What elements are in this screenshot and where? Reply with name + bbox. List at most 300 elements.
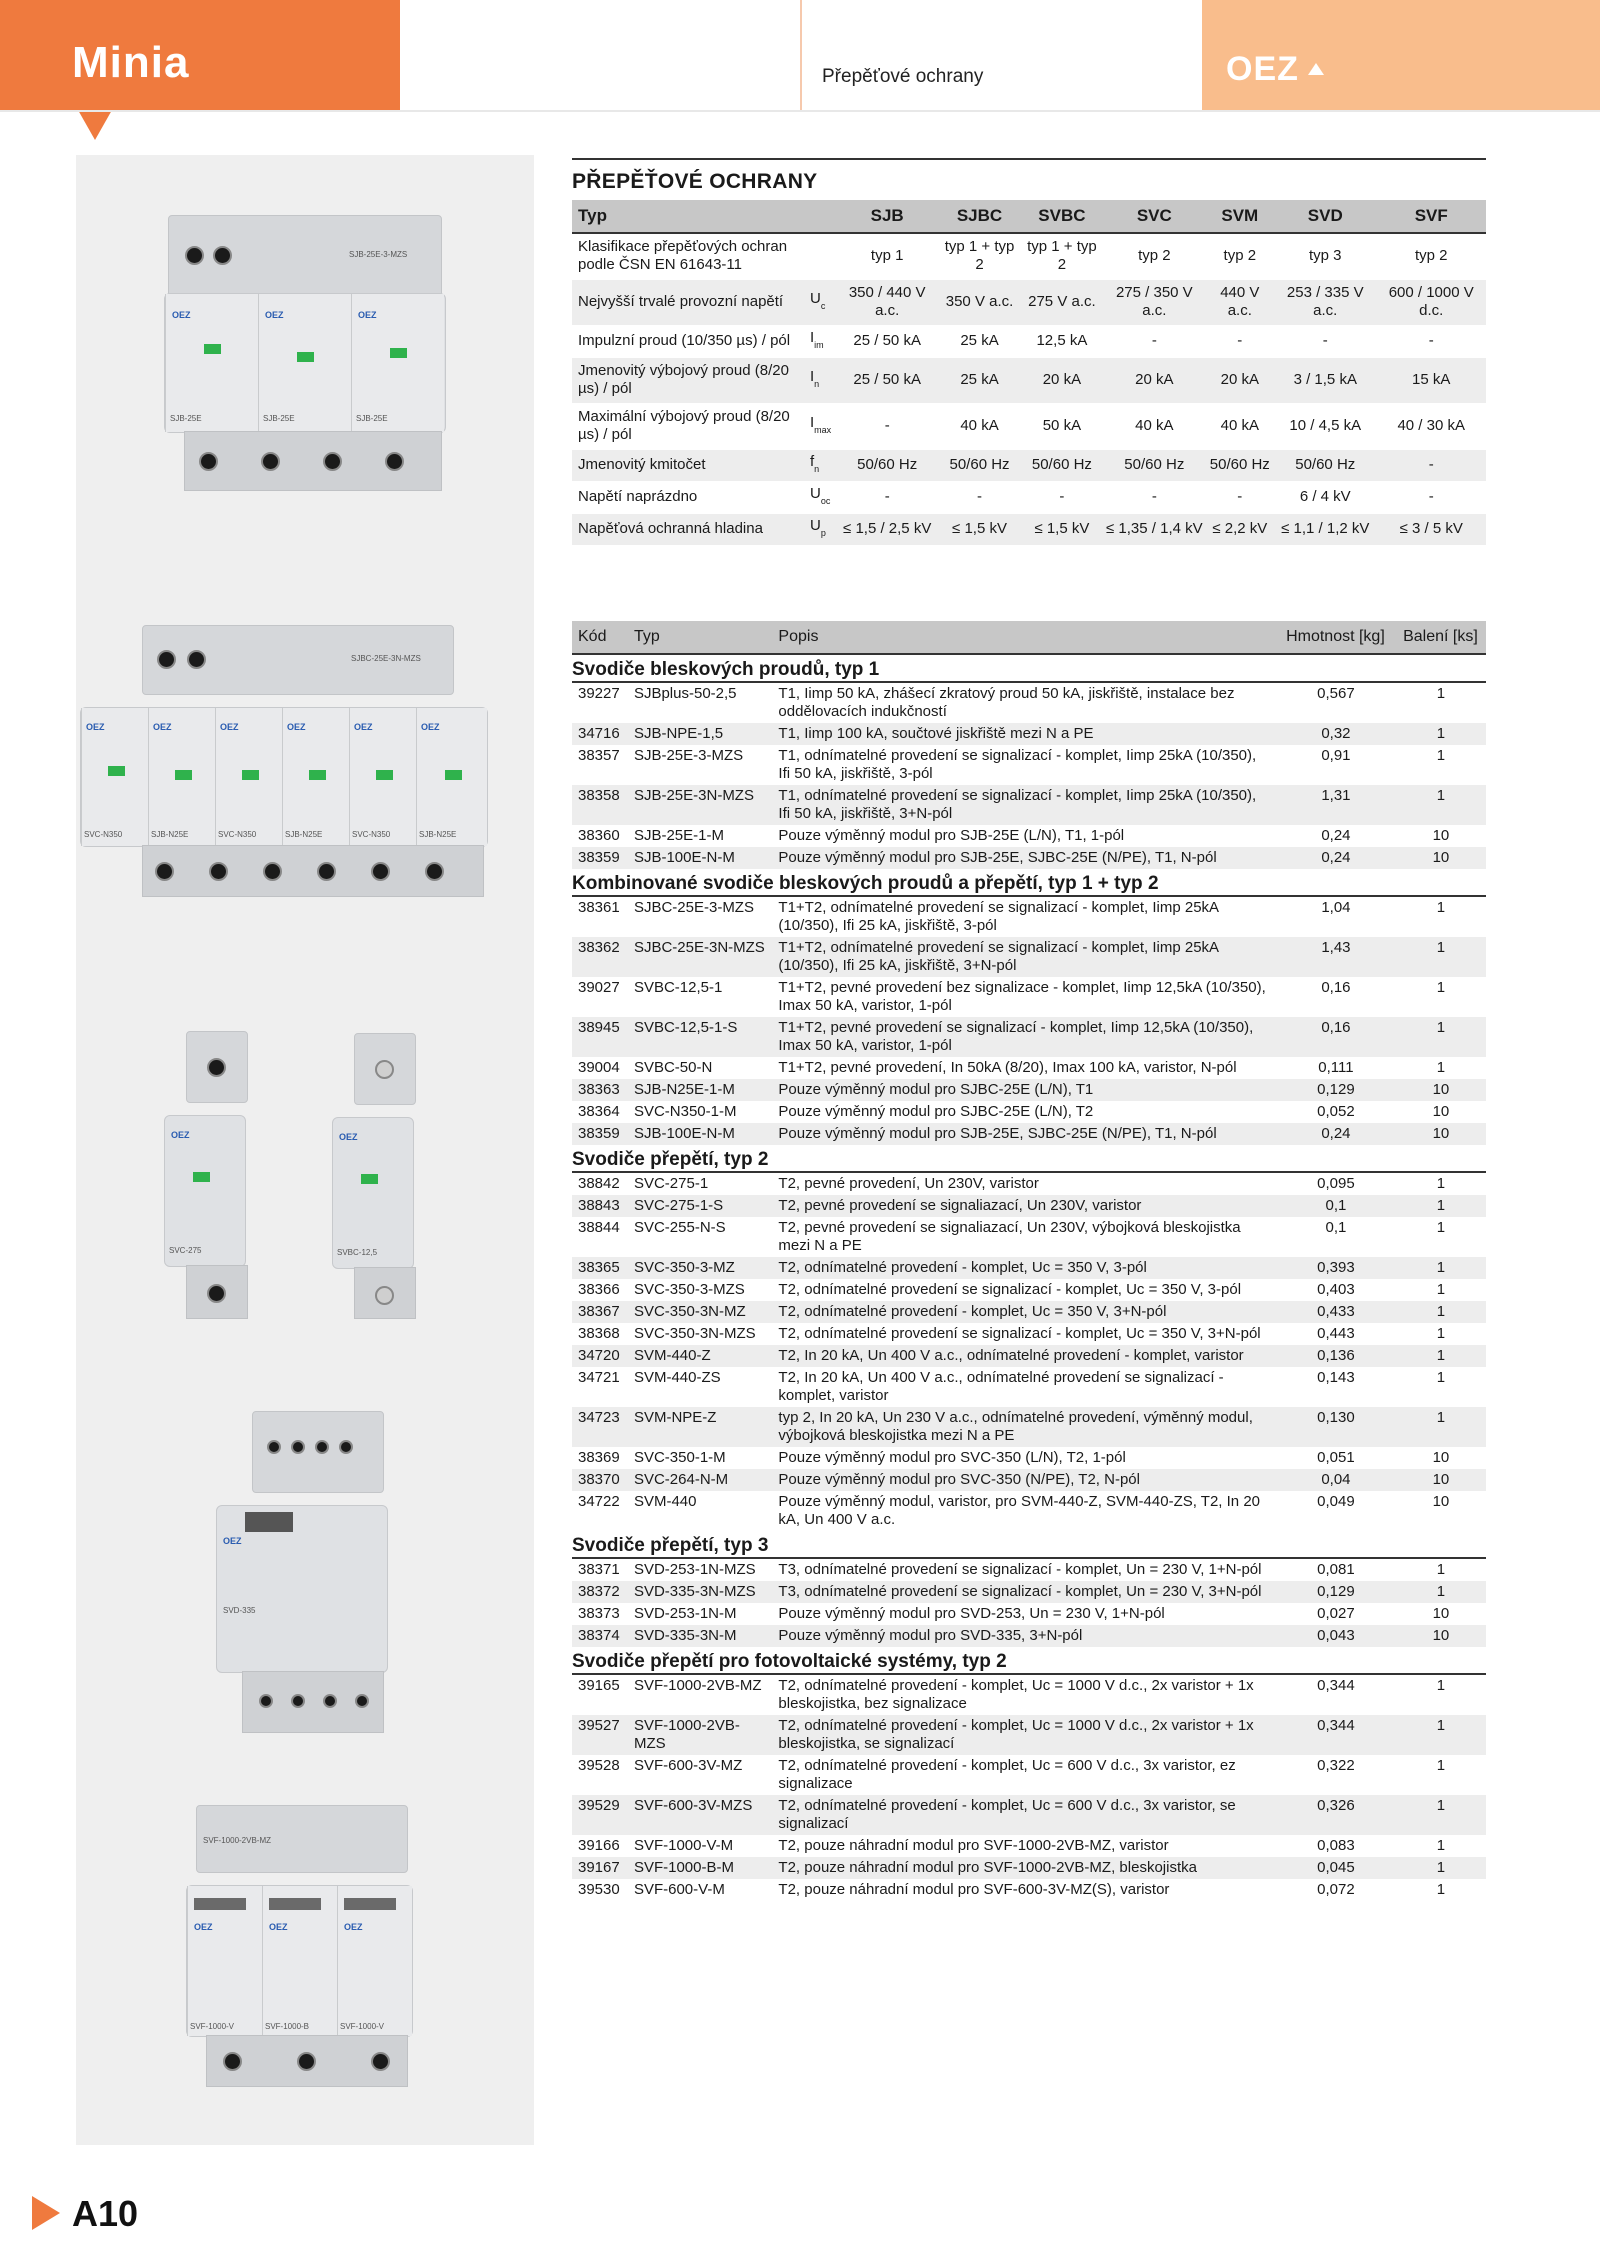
product-row — [572, 1279, 1486, 1301]
product-code: 38363 — [572, 1079, 628, 1101]
status-indicator-icon — [175, 770, 192, 780]
product-weight: 0,072 — [1317, 1881, 1355, 1898]
product-type: SVC-350-3N-MZ — [628, 1301, 772, 1323]
product-row — [572, 1057, 1486, 1079]
product-description: T2, In 20 kA, Un 400 V a.c., odnímatelné provedení - komplet, varistor — [772, 1345, 1276, 1367]
product-description: Pouze výměnný modul pro SVD-253, Un = 230 V, 1+N-pól — [778, 1605, 1165, 1622]
spec-header-cell: SVBC — [1021, 200, 1103, 233]
product-description: T2, pevné provedení se signaliazací, Un 230V, výbojková bleskojistka mezi N a PE — [778, 1219, 1241, 1254]
spec-symbol: U — [810, 289, 821, 307]
spec-header-row — [572, 200, 1486, 233]
product-package: 10 — [1432, 1493, 1450, 1510]
spec-value-cell: - — [836, 403, 938, 449]
product-code: 38365 — [572, 1257, 628, 1279]
terminal-screw-icon — [259, 1694, 273, 1708]
product-description: T1+T2, pevné provedení se signalizací - komplet, Iimp 12,5kA (10/350), Imax 50 kA, varistor, 1-pól — [772, 1017, 1276, 1057]
product-type: SVBC-12,5-1 — [633, 979, 723, 996]
product-row — [572, 1558, 1486, 1581]
product-description: Pouze výměnný modul, varistor, pro SVM-440-Z, SVM-440-ZS, T2, In 20 kA, Un 400 V a.c. — [778, 1493, 1261, 1528]
spec-value-cell: - — [1206, 481, 1275, 513]
product-weight: 0,24 — [1276, 847, 1396, 869]
module-label: SVBC-12,5 — [337, 1248, 378, 1257]
spec-symbol-subscript: im — [814, 339, 824, 350]
product-type: SVF-600-V-M — [633, 1881, 725, 1898]
product-row — [572, 723, 1486, 745]
product-package: 1 — [1436, 1325, 1446, 1342]
device-top-label: SVF-1000-2VB-MZ — [203, 1836, 272, 1845]
product-code: 38842 — [578, 1175, 620, 1192]
product-description: T2, odnímatelné provedení - komplet, Uc = 600 V d.c., 3x varistor, ez signalizace — [778, 1757, 1236, 1792]
product-description: T1+T2, pevné provedení, In 50kA (8/20), Imax 100 kA, varistor, N-pól — [778, 1059, 1237, 1076]
list-header-code: Kód — [572, 621, 628, 654]
product-description: T1, odnímatelné provedení se signalizací - komplet, Iimp 25kA (10/350), Ifi 50 kA, jiskřiště, 3+N-pól — [772, 785, 1276, 825]
spec-header-cell: SJB — [836, 200, 938, 233]
oez-module-logo: OEZ — [153, 722, 172, 732]
product-weight: 0,027 — [1317, 1605, 1355, 1622]
spec-header-cell: SVC — [1103, 200, 1205, 233]
spec-value-cell: - — [1376, 325, 1486, 357]
product-description: T1+T2, odnímatelné provedení se signalizací - komplet, Iimp 25kA (10/350), Ifi 25 kA, jiskřiště, 3+N-pól — [772, 937, 1276, 977]
spec-value-cell: 20 kA — [1103, 357, 1205, 403]
product-package: 1 — [1436, 1677, 1446, 1694]
status-indicator-icon — [390, 348, 407, 358]
product-weight: 0,081 — [1317, 1561, 1355, 1578]
terminal-screw-icon — [157, 650, 176, 669]
spec-header-typ: Typ — [572, 200, 836, 233]
device-body — [332, 1117, 414, 1269]
device-module — [282, 708, 349, 846]
spec-symbol: U — [810, 516, 821, 534]
module-label: SVD-335 — [223, 1606, 256, 1615]
spec-value-cell: typ 2 — [1206, 233, 1275, 279]
terminal-screw-icon — [317, 862, 336, 881]
product-row — [572, 896, 1486, 937]
product-type: SVC-264-N-M — [628, 1469, 772, 1491]
product-weight: 1,31 — [1276, 785, 1396, 825]
product-type: SVF-1000-2VB-MZ — [633, 1677, 762, 1694]
spec-value-cell: 50 kA — [1021, 403, 1103, 449]
spec-value-cell: 50/60 Hz — [1274, 449, 1376, 481]
list-header-description: Popis — [772, 621, 1276, 654]
spec-row — [572, 481, 1486, 513]
product-package: 1 — [1396, 1857, 1486, 1879]
device-top-label: SJB-25E-3-MZS — [349, 250, 408, 259]
product-package: 1 — [1436, 1281, 1446, 1298]
product-code: 38362 — [572, 937, 628, 977]
product-type: SJB-100E-N-M — [628, 1123, 772, 1145]
terminal-screw-icon — [267, 1440, 281, 1454]
device-top-label: SJBC-25E-3N-MZS — [351, 654, 421, 663]
product-type: SVM-NPE-Z — [628, 1407, 772, 1447]
spec-row — [572, 279, 1486, 325]
product-row — [572, 1603, 1486, 1625]
device-top-block — [186, 1031, 248, 1103]
product-list-table — [572, 621, 1486, 1901]
product-type: SJB-25E-3N-MZS — [628, 785, 772, 825]
product-type: SVD-335-3N-MZS — [628, 1581, 772, 1603]
product-code: 34723 — [572, 1407, 628, 1447]
product-weight: 0,1 — [1276, 1195, 1396, 1217]
spec-row-label: Jmenovitý kmitočet — [572, 449, 808, 481]
terminal-screw-icon — [291, 1440, 305, 1454]
terminal-screw-icon — [315, 1440, 329, 1454]
device-module — [416, 708, 487, 846]
product-package: 1 — [1396, 1715, 1486, 1755]
terminal-screw-icon — [375, 1286, 394, 1305]
product-row — [572, 1172, 1486, 1195]
status-indicator-icon — [204, 344, 221, 354]
product-package: 1 — [1436, 1881, 1446, 1898]
oez-module-logo: OEZ — [287, 722, 306, 732]
device-module — [165, 294, 258, 432]
brand-arrow-icon — [78, 110, 112, 140]
product-description: T2, odnímatelné provedení - komplet, Uc = 350 V, 3+N-pól — [772, 1301, 1276, 1323]
status-indicator-icon — [376, 770, 393, 780]
module-label: SVC-N350 — [218, 830, 257, 839]
product-weight: 0,129 — [1276, 1079, 1396, 1101]
product-type: SJB-NPE-1,5 — [628, 723, 772, 745]
device-top-block — [142, 625, 454, 695]
product-row — [572, 1674, 1486, 1715]
status-window — [269, 1898, 321, 1910]
status-window — [245, 1512, 293, 1532]
product-weight: 0,136 — [1276, 1345, 1396, 1367]
spec-value-cell: 12,5 kA — [1021, 325, 1103, 357]
terminal-screw-icon — [375, 1060, 394, 1079]
device-module — [262, 1886, 337, 2036]
product-row — [572, 1755, 1486, 1795]
product-description: T2, odnímatelné provedení se signalizací - komplet, Uc = 350 V, 3+N-pól — [778, 1325, 1261, 1342]
terminal-screw-icon — [385, 452, 404, 471]
product-row — [572, 1345, 1486, 1367]
product-package: 1 — [1436, 899, 1446, 916]
spec-value-cell: 25 / 50 kA — [836, 325, 938, 357]
product-weight: 0,322 — [1317, 1757, 1355, 1774]
product-code: 38371 — [578, 1561, 620, 1578]
product-weight: 0,443 — [1317, 1325, 1355, 1342]
list-header-weight: Hmotnost [kg] — [1276, 621, 1396, 654]
product-code: 39227 — [578, 685, 620, 702]
product-type: SVC-N350-1-M — [633, 1103, 737, 1120]
header-middle — [400, 0, 800, 110]
spec-value-cell: - — [1021, 481, 1103, 513]
status-indicator-icon — [445, 770, 462, 780]
product-row — [572, 1625, 1486, 1647]
spec-value-cell: - — [1376, 481, 1486, 513]
product-description: T2, odnímatelné provedení - komplet, Uc = 350 V, 3-pól — [772, 1257, 1276, 1279]
product-package: 10 — [1396, 1469, 1486, 1491]
spec-value-cell: - — [1274, 325, 1376, 357]
module-label: SJB-N25E — [151, 830, 189, 839]
product-code: 39027 — [578, 979, 620, 996]
page-number: A10 — [72, 2193, 139, 2234]
spec-value-cell: ≤ 1,5 kV — [938, 513, 1020, 545]
product-code: 39527 — [572, 1715, 628, 1755]
spec-value-cell: - — [938, 481, 1020, 513]
product-code: 34722 — [578, 1493, 620, 1510]
product-description: Pouze výměnný modul pro SJBC-25E (L/N), T1 — [772, 1079, 1276, 1101]
category-title: Svodiče bleskových proudů, typ 1 — [572, 654, 1486, 682]
spec-value-cell: ≤ 1,35 / 1,4 kV — [1103, 513, 1205, 545]
product-weight: 0,16 — [1276, 1017, 1396, 1057]
product-package: 1 — [1436, 1059, 1446, 1076]
product-package: 10 — [1396, 1123, 1486, 1145]
product-type: SJB-25E-3-MZS — [633, 747, 744, 764]
product-code: 38370 — [572, 1469, 628, 1491]
product-description: Pouze výměnný modul pro SVC-350 (L/N), T2, 1-pól — [778, 1449, 1126, 1466]
product-type: SVF-1000-V-M — [633, 1837, 734, 1854]
product-package: 1 — [1396, 1257, 1486, 1279]
device-body — [164, 293, 446, 433]
spec-value-cell: 25 kA — [938, 325, 1020, 357]
product-weight: 0,326 — [1276, 1795, 1396, 1835]
product-description: T1, Iimp 50 kA, zhášecí zkratový proud 50 kA, jiskřiště, instalace bez oddělovacích indukčností — [778, 685, 1235, 720]
spec-value-cell: ≤ 1,5 kV — [1021, 513, 1103, 545]
header-category: Přepěťové ochrany — [822, 66, 984, 87]
spec-value-cell: 50/60 Hz — [836, 449, 938, 481]
product-package: 1 — [1396, 1345, 1486, 1367]
product-description: T2, pouze náhradní modul pro SVF-1000-2VB-MZ, varistor — [778, 1837, 1169, 1854]
product-code: 38374 — [572, 1625, 628, 1647]
spec-symbol-subscript: c — [820, 300, 826, 311]
terminal-screw-icon — [207, 1058, 226, 1077]
spec-value-cell: - — [1376, 449, 1486, 481]
product-description: Pouze výměnný modul pro SJB-25E, SJBC-25E (N/PE), T1, N-pól — [772, 1123, 1276, 1145]
spec-value-cell: 25 kA — [938, 357, 1020, 403]
spec-value-cell: 600 / 1000 V d.c. — [1376, 279, 1486, 325]
product-code: 38369 — [578, 1449, 620, 1466]
product-code: 39529 — [572, 1795, 628, 1835]
module-label: SJB-N25E — [419, 830, 457, 839]
product-description: Pouze výměnný modul pro SJB-25E, SJBC-25E (N/PE), T1, N-pól — [772, 847, 1276, 869]
spec-value-cell: 50/60 Hz — [1103, 449, 1205, 481]
oez-module-logo: OEZ — [358, 310, 377, 320]
product-row — [572, 1079, 1486, 1101]
product-weight: 1,04 — [1321, 899, 1351, 916]
spec-value-cell: 350 / 440 V a.c. — [836, 279, 938, 325]
spec-row-symbol — [808, 481, 836, 513]
terminal-screw-icon — [199, 452, 218, 471]
product-package: 1 — [1436, 747, 1446, 764]
spec-value-cell: 50/60 Hz — [938, 449, 1020, 481]
product-package: 10 — [1432, 827, 1450, 844]
product-code: 38843 — [572, 1195, 628, 1217]
product-weight: 0,1 — [1325, 1219, 1347, 1236]
terminal-screw-icon — [185, 246, 204, 265]
spec-row-symbol — [808, 279, 836, 325]
product-weight: 0,051 — [1317, 1449, 1355, 1466]
product-description: T1+T2, pevné provedení bez signalizace - komplet, Iimp 12,5kA (10/350), Imax 50 kA, varistor, 1-pól — [778, 979, 1266, 1014]
product-row — [572, 1017, 1486, 1057]
product-row — [572, 1835, 1486, 1857]
product-type: SJB-100E-N-M — [628, 847, 772, 869]
product-package: 1 — [1436, 685, 1446, 702]
spec-value-cell: 275 / 350 V a.c. — [1103, 279, 1205, 325]
spec-header-cell: SVM — [1206, 200, 1275, 233]
spec-value-cell: 3 / 1,5 kA — [1274, 357, 1376, 403]
category-row — [572, 1145, 1486, 1172]
product-row — [572, 1257, 1486, 1279]
product-weight: 0,393 — [1276, 1257, 1396, 1279]
product-row — [572, 785, 1486, 825]
product-package: 10 — [1396, 847, 1486, 869]
spec-value-cell: typ 1 + typ 2 — [1021, 233, 1103, 279]
terminal-screw-icon — [213, 246, 232, 265]
product-code: 38372 — [572, 1581, 628, 1603]
product-row — [572, 1879, 1486, 1901]
product-description: T2, pevné provedení, Un 230V, varistor — [778, 1175, 1039, 1192]
product-code: 38373 — [578, 1605, 620, 1622]
product-weight: 0,344 — [1317, 1677, 1355, 1694]
module-label: SVF-1000-V — [340, 2022, 385, 2031]
product-package: 1 — [1436, 1561, 1446, 1578]
spec-value-cell: 15 kA — [1376, 357, 1486, 403]
oez-module-logo: OEZ — [220, 722, 239, 732]
product-images-panel — [76, 155, 534, 2145]
spec-value-cell: 40 / 30 kA — [1376, 403, 1486, 449]
product-description: T2, odnímatelné provedení se signalizací - komplet, Uc = 350 V, 3-pól — [778, 1281, 1242, 1298]
product-type: SVM-440-Z — [628, 1345, 772, 1367]
header-divider — [800, 0, 802, 110]
spec-value-cell: ≤ 2,2 kV — [1206, 513, 1275, 545]
product-type: SVF-600-3V-MZ — [633, 1757, 743, 1774]
spec-value-cell: 50/60 Hz — [1206, 449, 1275, 481]
product-package: 1 — [1396, 1017, 1486, 1057]
product-code: 38357 — [578, 747, 620, 764]
spec-value-cell: 20 kA — [1021, 357, 1103, 403]
spec-value-cell: typ 2 — [1376, 233, 1486, 279]
product-weight: 0,16 — [1321, 979, 1351, 996]
product-type: SVD-253-1N-MZS — [633, 1561, 756, 1578]
product-code: 38844 — [578, 1219, 620, 1236]
module-label: SVF-1000-V — [190, 2022, 235, 2031]
terminal-screw-icon — [371, 2052, 390, 2071]
spec-value-cell: 20 kA — [1206, 357, 1275, 403]
product-row — [572, 1795, 1486, 1835]
product-row — [572, 1491, 1486, 1531]
device-bottom-terminals — [184, 431, 442, 491]
oez-module-logo: OEZ — [194, 1922, 213, 1932]
category-title: Svodiče přepětí pro fotovoltaické systémy, typ 2 — [572, 1647, 1486, 1674]
spec-row — [572, 357, 1486, 403]
product-row — [572, 1217, 1486, 1257]
product-type: SVC-255-N-S — [633, 1219, 726, 1236]
product-weight: 0,043 — [1276, 1625, 1396, 1647]
oez-module-logo: OEZ — [421, 722, 440, 732]
spec-header-cell: SJBC — [938, 200, 1020, 233]
product-description: T2, pevné provedení se signaliazací, Un 230V, varistor — [772, 1195, 1276, 1217]
spec-value-cell: typ 1 + typ 2 — [938, 233, 1020, 279]
product-row — [572, 825, 1486, 847]
product-package: 10 — [1396, 1079, 1486, 1101]
product-weight: 0,433 — [1276, 1301, 1396, 1323]
spec-value-cell: typ 1 — [836, 233, 938, 279]
device-bottom-terminals — [186, 1265, 248, 1319]
spec-value-cell: 10 / 4,5 kA — [1274, 403, 1376, 449]
product-weight: 0,049 — [1317, 1493, 1355, 1510]
spec-symbol-subscript: oc — [820, 495, 831, 506]
status-indicator-icon — [361, 1174, 378, 1184]
section-title: PŘEPĚŤOVÉ OCHRANY — [572, 170, 818, 193]
spec-value-cell: ≤ 1,5 / 2,5 kV — [836, 513, 938, 545]
product-code: 38367 — [572, 1301, 628, 1323]
product-row — [572, 1469, 1486, 1491]
product-row — [572, 1301, 1486, 1323]
product-type: SVM-440 — [633, 1493, 697, 1510]
status-window — [344, 1898, 396, 1910]
spec-row-symbol — [808, 325, 836, 357]
terminal-screw-icon — [155, 862, 174, 881]
spec-value-cell: typ 2 — [1103, 233, 1205, 279]
module-label: SJB-25E — [170, 414, 202, 423]
device-module — [258, 294, 351, 432]
product-row — [572, 847, 1486, 869]
category-row — [572, 869, 1486, 896]
spec-value-cell: 6 / 4 kV — [1274, 481, 1376, 513]
product-row — [572, 682, 1486, 723]
spec-row-symbol — [808, 449, 836, 481]
page-marker-icon — [32, 2196, 60, 2230]
terminal-screw-icon — [355, 1694, 369, 1708]
product-code: 34720 — [572, 1345, 628, 1367]
product-type: SVC-350-3-MZ — [628, 1257, 772, 1279]
product-type: SVC-350-3-MZS — [633, 1281, 745, 1298]
product-package: 1 — [1396, 723, 1486, 745]
oez-logo: OEZ — [1226, 50, 1299, 88]
terminal-screw-icon — [297, 2052, 316, 2071]
product-row — [572, 1323, 1486, 1345]
product-package: 1 — [1396, 1581, 1486, 1603]
product-type: SVC-350-1-M — [633, 1449, 726, 1466]
module-label: SJB-25E — [263, 414, 295, 423]
terminal-screw-icon — [207, 1284, 226, 1303]
terminal-screw-icon — [323, 1694, 337, 1708]
status-indicator-icon — [297, 352, 314, 362]
product-description: T2, pouze náhradní modul pro SVF-600-3V-MZ(S), varistor — [778, 1881, 1170, 1898]
category-row — [572, 1531, 1486, 1558]
spec-value-cell: 25 / 50 kA — [836, 357, 938, 403]
device-bottom-terminals — [354, 1267, 416, 1319]
spec-value-cell: 253 / 335 V a.c. — [1274, 279, 1376, 325]
product-package: 1 — [1396, 937, 1486, 977]
product-code: 38364 — [578, 1103, 620, 1120]
product-type: SJBplus-50-2,5 — [633, 685, 737, 702]
spec-symbol: I — [810, 328, 815, 346]
product-code: 39528 — [578, 1757, 620, 1774]
oez-module-logo: OEZ — [86, 722, 105, 732]
product-code: 38359 — [572, 847, 628, 869]
category-row — [572, 1647, 1486, 1674]
product-description: T1+T2, odnímatelné provedení se signalizací - komplet, Iimp 25kA (10/350), Ifi 25 kA, jiskřiště, 3-pól — [778, 899, 1219, 934]
product-code: 34716 — [572, 723, 628, 745]
product-type: SVM-440-ZS — [633, 1369, 721, 1386]
device-top-block — [354, 1033, 416, 1105]
spec-value-cell: - — [1103, 481, 1205, 513]
product-weight: 0,91 — [1321, 747, 1351, 764]
list-header-type: Typ — [628, 621, 772, 654]
product-package: 10 — [1396, 1625, 1486, 1647]
section-top-rule — [572, 158, 1486, 160]
spec-row — [572, 513, 1486, 545]
product-package: 1 — [1396, 1795, 1486, 1835]
product-description: T2, odnímatelné provedení - komplet, Uc = 1000 V d.c., 2x varistor + 1x bleskojistka, se signalizací — [772, 1715, 1276, 1755]
product-weight: 0,052 — [1317, 1103, 1355, 1120]
device-module — [351, 294, 444, 432]
product-row — [572, 1367, 1486, 1407]
product-row — [572, 977, 1486, 1017]
spec-row-label: Maximální výbojový proud (8/20 µs) / pól — [572, 403, 808, 449]
spec-symbol: I — [810, 367, 815, 385]
